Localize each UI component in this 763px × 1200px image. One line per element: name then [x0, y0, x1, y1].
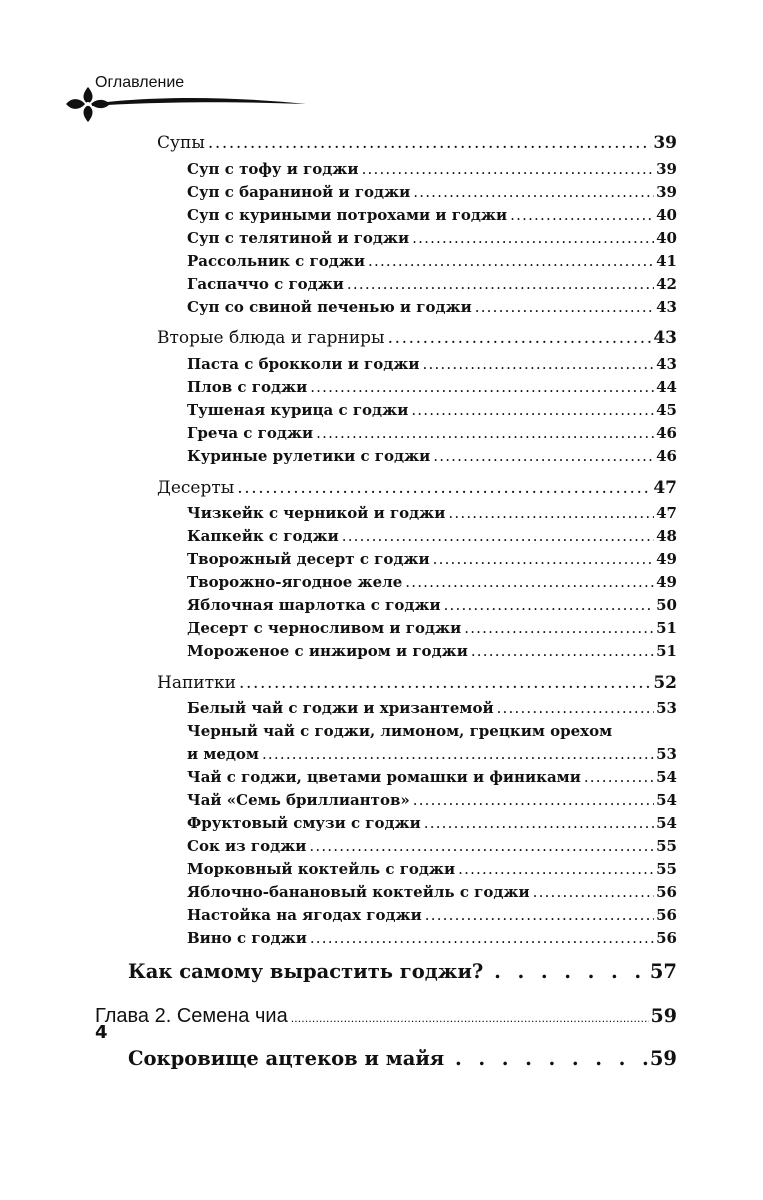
toc-page-number: 53 [656, 699, 677, 717]
toc-item[interactable] [187, 791, 677, 809]
toc-item[interactable] [187, 642, 677, 660]
toc-item-title: Чай с годжи, цветами ромашки и финиками [187, 768, 581, 786]
toc-item[interactable] [187, 860, 677, 878]
toc-page-number: 49 [656, 573, 677, 591]
page-number: 4 [95, 1022, 108, 1043]
toc-page-number: 54 [656, 768, 677, 786]
toc-item-title: Чизкейк с черникой и годжи [187, 504, 446, 522]
toc-section-mains[interactable] [157, 328, 677, 348]
dot-leader [208, 133, 651, 153]
flourish-ornament-icon [58, 82, 308, 128]
toc-item-title-line1[interactable]: Черный чай с годжи, лимоном, грецким орехом [187, 722, 613, 740]
dot-leader [510, 206, 654, 224]
dot-leader [412, 229, 654, 247]
toc-item[interactable] [187, 814, 677, 832]
toc-item-title: Десерт с черносливом и годжи [187, 619, 462, 637]
toc-page-number: 46 [656, 447, 677, 465]
dot-leader [423, 355, 655, 373]
dot-leader [433, 550, 654, 568]
toc-page-number: 40 [656, 206, 677, 224]
dot-leader [584, 768, 654, 786]
toc-item[interactable] [187, 355, 677, 373]
toc-item[interactable] [187, 527, 677, 545]
toc-item-title: Творожно-ягодное желе [187, 573, 403, 591]
toc-item-title: Плов с годжи [187, 378, 308, 396]
toc-page-number: 59 [649, 1047, 677, 1070]
toc-item[interactable] [187, 883, 677, 901]
toc-page-number: 43 [656, 355, 677, 373]
dot-leader [342, 527, 654, 545]
toc-page-number: 50 [656, 596, 677, 614]
toc-item[interactable] [187, 229, 677, 247]
toc-item[interactable] [187, 768, 677, 786]
dot-leader [362, 160, 655, 178]
toc-item[interactable] [187, 183, 677, 201]
dot-leader [464, 619, 654, 637]
toc-item-title: Мороженое с инжиром и годжи [187, 642, 468, 660]
dot-leader [475, 298, 654, 316]
toc-item[interactable] [187, 378, 677, 396]
dot-leader [237, 478, 651, 498]
dot-leader [388, 328, 652, 348]
toc-item-title: Суп с бараниной и годжи [187, 183, 411, 201]
toc-item[interactable] [187, 252, 677, 270]
toc-item[interactable] [187, 929, 677, 947]
toc-page-number: 42 [656, 275, 677, 293]
toc-entry-title: Сокровище ацтеков и майя [128, 1047, 445, 1070]
toc-page-number: 54 [656, 814, 677, 832]
toc-page-number: 56 [656, 929, 677, 947]
running-header-title: Оглавление [95, 74, 185, 91]
toc-item[interactable] [187, 206, 677, 224]
toc-item[interactable] [187, 447, 677, 465]
toc-section-title: Десерты [157, 478, 235, 498]
dot-leader [411, 401, 654, 419]
toc-item-title: Настойка на ягодах годжи [187, 906, 422, 924]
dot-leader [533, 883, 654, 901]
toc-page-number: 54 [656, 791, 677, 809]
toc-item-title: Белый чай с годжи и хризантемой [187, 699, 494, 717]
dot-leader [316, 424, 654, 442]
toc-item[interactable] [187, 573, 677, 591]
dot-leader [413, 183, 654, 201]
toc-entry-title: Как самому вырастить годжи? [128, 960, 484, 983]
toc-page-number: 43 [656, 298, 677, 316]
toc-entry-grow-goji[interactable] [128, 960, 677, 983]
dot-leader [413, 791, 654, 809]
toc-item[interactable] [187, 504, 677, 522]
toc-page-number: 45 [656, 401, 677, 419]
toc-section-desserts[interactable] [157, 478, 677, 498]
toc-item-title: Яблочно-банановый коктейль с годжи [187, 883, 530, 901]
toc-item[interactable] [187, 596, 677, 614]
dot-leader [486, 960, 648, 983]
toc-entry-aztec-treasure[interactable] [128, 1047, 677, 1070]
dot-leader [447, 1047, 648, 1070]
toc-item-title: Куриные рулетики с годжи [187, 447, 431, 465]
toc-item-title: Греча с годжи [187, 424, 314, 442]
dot-leader [433, 447, 654, 465]
dot-leader [471, 642, 654, 660]
toc-item[interactable] [187, 619, 677, 637]
dot-leader [310, 378, 654, 396]
dot-leader [310, 929, 654, 947]
toc-item[interactable] [187, 837, 677, 855]
toc-page-number: 39 [656, 183, 677, 201]
toc-item[interactable] [187, 745, 677, 763]
toc-item[interactable] [187, 550, 677, 568]
toc-item-title: Гаспаччо с годжи [187, 275, 344, 293]
toc-item[interactable] [187, 699, 677, 717]
dot-leader [291, 1005, 649, 1028]
toc-page-number: 43 [653, 328, 677, 348]
dot-leader [368, 252, 654, 270]
dot-leader [424, 814, 654, 832]
toc-page-number: 47 [653, 478, 677, 498]
toc-page-number: 52 [653, 673, 677, 693]
toc-item-title: Вино с годжи [187, 929, 307, 947]
toc-section-soups[interactable] [157, 133, 677, 153]
dot-leader [347, 275, 654, 293]
toc-item-title: Чай «Семь бриллиантов» [187, 791, 410, 809]
toc-item-title: Паста с брокколи и годжи [187, 355, 420, 373]
toc-page-number: 41 [656, 252, 677, 270]
toc-item[interactable] [187, 160, 677, 178]
toc-item-title: Морковный коктейль с годжи [187, 860, 456, 878]
toc-item-title: Творожный десерт с годжи [187, 550, 430, 568]
toc-section-drinks[interactable] [157, 673, 677, 693]
dot-leader [262, 745, 654, 763]
toc-section-title: Напитки [157, 673, 236, 693]
toc-page-number: 44 [656, 378, 677, 396]
dot-leader [444, 596, 655, 614]
toc-page-number: 40 [656, 229, 677, 247]
toc-page-number: 57 [649, 960, 677, 983]
toc-section-title: Вторые блюда и гарниры [157, 328, 385, 348]
toc-page-number: 55 [656, 837, 677, 855]
toc-item-title: Тушеная курица с годжи [187, 401, 409, 419]
toc-item-title: Суп с телятиной и годжи [187, 229, 410, 247]
dot-leader [448, 504, 654, 522]
toc-item-title: Сок из годжи [187, 837, 307, 855]
toc-page-number: 39 [653, 133, 677, 153]
toc-page-number: 39 [656, 160, 677, 178]
dot-leader [497, 699, 655, 717]
toc-chapter-title: Глава 2. Семена чиа [95, 1005, 288, 1027]
toc-item-title: Капкейк с годжи [187, 527, 339, 545]
toc-item-title: Суп с куриными потрохами и годжи [187, 206, 508, 224]
dot-leader [309, 837, 654, 855]
toc-page-number: 51 [656, 642, 677, 660]
toc-item-title: Суп с тофу и годжи [187, 160, 359, 178]
toc-page-number: 59 [650, 1005, 677, 1027]
toc-page-number: 47 [656, 504, 677, 522]
toc-item-title: Суп со свиной печенью и годжи [187, 298, 472, 316]
dot-leader [425, 906, 654, 924]
toc-item[interactable] [187, 275, 677, 293]
toc-item[interactable] [187, 424, 677, 442]
toc-item-title: и медом [187, 745, 259, 763]
toc-section-title: Супы [157, 133, 205, 153]
toc-item[interactable] [187, 401, 677, 419]
dot-leader [405, 573, 654, 591]
toc-page-number: 55 [656, 860, 677, 878]
toc-item-title: Яблочная шарлотка с годжи [187, 596, 441, 614]
toc-page-number: 48 [656, 527, 677, 545]
dot-leader [458, 860, 654, 878]
toc-item-title: Фруктовый смузи с годжи [187, 814, 421, 832]
toc-page-number: 49 [656, 550, 677, 568]
toc-chapter-2[interactable] [95, 1005, 677, 1028]
toc-item[interactable] [187, 906, 677, 924]
toc-item-title: Рассольник с годжи [187, 252, 366, 270]
toc-page-number: 56 [656, 883, 677, 901]
toc-item[interactable] [187, 298, 677, 316]
toc-page-number: 53 [656, 745, 677, 763]
toc-page-number: 46 [656, 424, 677, 442]
toc-page-number: 56 [656, 906, 677, 924]
toc-page-number: 51 [656, 619, 677, 637]
dot-leader [239, 673, 651, 693]
